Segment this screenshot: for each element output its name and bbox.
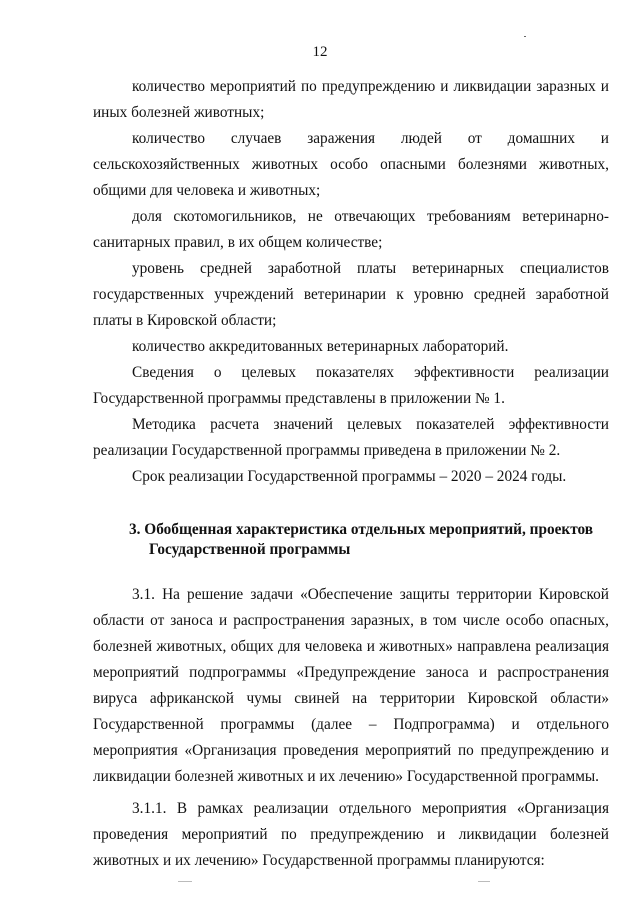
scan-speck <box>524 36 526 37</box>
paragraph: количество случаев заражения людей от домашних и сельскохозяйственных животных особо опасными болезнями животных, общими для человека и животных; <box>93 130 609 199</box>
paragraph: 3.1. На решение задачи «Обеспечение защиты территории Кировской области от заноса и распространения заразных, в том числе особо опасных, болезней животных, общих для человека и животных» направлена реализация мероприятий подпрограммы «Предупреждение заноса и распространения вируса африканской чумы свиней на территории Кировской области» Государственной программы (далее – Подпрограмма) и отдельного мероприятия «Организация проведения мероприятий по предупреждению и ликвидации болезней животных и их лечению» Государственной программы. <box>93 586 609 785</box>
paragraph: Сведения о целевых показателях эффективности реализации Государственной программы представлены в приложении № 1. <box>93 364 609 407</box>
scan-speck <box>178 881 192 882</box>
paragraph: 3.1.1. В рамках реализации отдельного мероприятия «Организация проведения мероприятий по предупреждению и ликвидации болезней животных и их лечению» Государственной программы планируются: <box>93 800 609 869</box>
paragraph: количество мероприятий по предупреждению и ликвидации заразных и иных болезней животных; <box>93 78 609 121</box>
section-heading <box>93 520 609 560</box>
paragraph: доля скотомогильников, не отвечающих требованиям ветеринарно-санитарных правил, в их общем количестве; <box>93 208 609 251</box>
paragraph: количество аккредитованных ветеринарных лабораторий. <box>132 338 509 355</box>
document-body <box>93 74 609 874</box>
scan-speck <box>478 881 490 882</box>
paragraph: Методика расчета значений целевых показателей эффективности реализации Государственной программы приведена в приложении № 2. <box>93 416 609 459</box>
page-number: 12 <box>312 44 328 60</box>
paragraph: Срок реализации Государственной программы – 2020 – 2024 годы. <box>132 468 567 485</box>
section-heading-text: 3. Обобщенная характеристика отдельных мероприятий, проектов Государственной программы <box>129 521 594 558</box>
paragraph: уровень средней заработной платы ветеринарных специалистов государственных учреждений ветеринарии к уровню средней заработной платы в Кировской области; <box>93 260 609 329</box>
